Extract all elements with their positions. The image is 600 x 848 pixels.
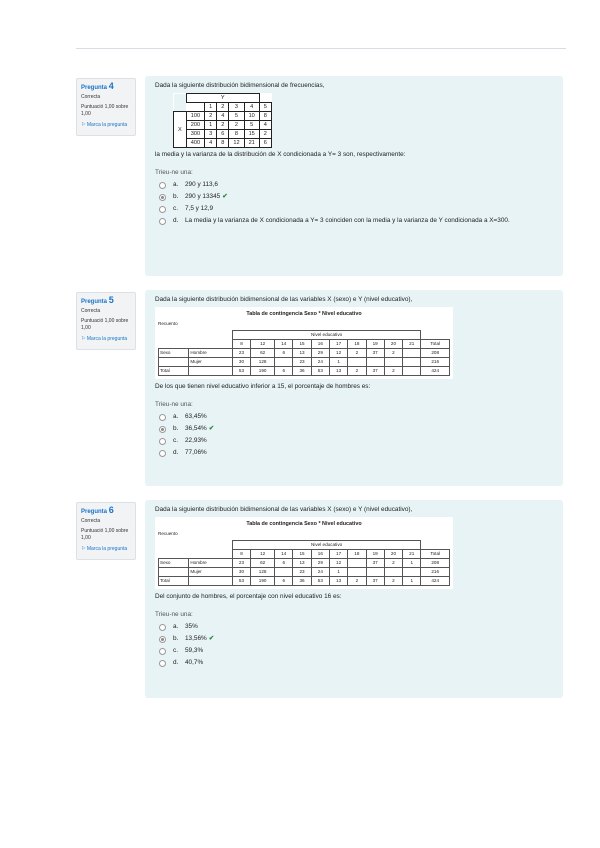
- column-header: 15: [293, 550, 311, 559]
- radio-button[interactable]: [159, 182, 166, 189]
- table-cell: 13: [293, 559, 311, 568]
- table-cell: 2: [384, 559, 402, 568]
- y-value: 1: [205, 103, 217, 112]
- answer-option[interactable]: [159, 425, 553, 433]
- column-group-label: Nivel educativo: [232, 331, 421, 340]
- answer-option[interactable]: [159, 623, 553, 631]
- question-4-info: [76, 78, 136, 136]
- table-cell: 6: [275, 577, 293, 586]
- x-value: 300: [186, 130, 204, 139]
- table-cell: 5: [244, 121, 259, 130]
- table-cell: 128: [251, 568, 275, 577]
- row-header: Sexo: [159, 559, 189, 568]
- question-score: Puntuació 1,00 sobre 1,00: [81, 318, 129, 331]
- flag-question-link[interactable]: ⚐ Marca la pregunta: [81, 546, 128, 552]
- contingency-table-image: [155, 307, 453, 379]
- row-header: Hombre: [189, 349, 233, 358]
- flag-question-link[interactable]: ⚐ Marca la pregunta: [81, 336, 128, 342]
- column-header: 12: [251, 550, 275, 559]
- table-cell: 37: [366, 367, 384, 376]
- table-cell: 8: [229, 130, 244, 139]
- table-cell: 53: [232, 577, 250, 586]
- answer-options: [155, 181, 553, 225]
- answer-label: Trieu-ne una:: [155, 401, 193, 408]
- table-cell: [403, 367, 421, 376]
- table-cell: 4: [205, 139, 217, 148]
- column-header: 16: [311, 340, 329, 349]
- column-header: 12: [251, 340, 275, 349]
- frequency-table: [173, 93, 272, 148]
- answer-option[interactable]: [159, 659, 553, 667]
- contingency-table: [158, 540, 450, 586]
- answer-label: Trieu-ne una:: [155, 169, 193, 176]
- column-header: 15: [293, 340, 311, 349]
- answer-option[interactable]: [159, 181, 553, 189]
- table-cell: 3: [205, 130, 217, 139]
- question-prompt: De los que tienen nivel educativo inferior a 15, el porcentaje de hombres es:: [155, 383, 371, 390]
- answer-label: Trieu-ne una:: [155, 611, 193, 618]
- table-cell: 1: [403, 577, 421, 586]
- column-header: 17: [329, 550, 347, 559]
- option-letter: d.: [173, 217, 179, 224]
- column-header: 20: [384, 340, 402, 349]
- option-text: 77,06%: [185, 449, 207, 456]
- column-header: 18: [348, 340, 366, 349]
- table-cell: 2: [229, 121, 244, 130]
- option-letter: b.: [173, 193, 179, 200]
- table-cell: 1: [329, 568, 347, 577]
- row-header: Sexo: [159, 349, 189, 358]
- table-cell: [403, 349, 421, 358]
- table-cell: 23: [293, 568, 311, 577]
- row-header: Total: [159, 367, 189, 376]
- row-header: Mujer: [189, 568, 233, 577]
- column-header: 8: [232, 340, 250, 349]
- table-cell: [348, 559, 366, 568]
- answer-option[interactable]: [159, 205, 553, 213]
- table-cell: 53: [232, 367, 250, 376]
- table-cell: 13: [329, 367, 347, 376]
- table-cell: 1: [403, 559, 421, 568]
- table-cell: 128: [251, 358, 275, 367]
- question-text: Dada la siguiente distribución bidimensional de las variables X (sexo) e Y (nivel educativo),: [155, 506, 413, 513]
- table-cell: 23: [232, 349, 250, 358]
- option-text: 40,7%: [185, 659, 204, 666]
- answer-options: [155, 413, 553, 457]
- table-cell: 21: [244, 139, 259, 148]
- table-cell: 12: [329, 559, 347, 568]
- question-prompt: la media y la varianza de la distribución de X condicionada a Y= 3 son, respectivamente:: [155, 151, 406, 158]
- table-cell: [384, 568, 402, 577]
- y-value: 5: [259, 103, 271, 112]
- table-cell: [348, 358, 366, 367]
- question-number: Pregunta 6: [81, 505, 114, 515]
- table-cell: 1: [205, 121, 217, 130]
- y-value: 2: [217, 103, 229, 112]
- row-header: [189, 577, 233, 586]
- table-cell: 23: [293, 358, 311, 367]
- table-cell: 8: [217, 139, 229, 148]
- top-divider: [76, 48, 566, 49]
- answer-option[interactable]: [159, 647, 553, 655]
- table-cell: 36: [293, 367, 311, 376]
- table-cell: 2: [348, 367, 366, 376]
- table-title: Tabla de contingencia Sexo * Nivel educativo: [246, 521, 362, 527]
- table-cell: 12: [329, 349, 347, 358]
- table-cell: 2: [384, 349, 402, 358]
- table-cell: 10: [244, 112, 259, 121]
- table-cell: [275, 568, 293, 577]
- question-text: Dada la siguiente distribución bidimensional de frecuencias,: [155, 82, 325, 89]
- table-cell: 12: [229, 139, 244, 148]
- option-letter: b.: [173, 635, 179, 642]
- question-prompt: Del conjunto de hombres, el porcentaje con nivel educativo 16 es:: [155, 593, 342, 600]
- option-text: 63,45%: [185, 413, 207, 420]
- flag-icon: ⚐: [81, 336, 86, 342]
- table-cell: 62: [251, 349, 275, 358]
- column-header: 18: [348, 550, 366, 559]
- table-cell: 6: [275, 349, 293, 358]
- table-cell: [366, 358, 384, 367]
- option-letter: d.: [173, 449, 179, 456]
- table-caption: Recuento: [158, 531, 178, 536]
- table-cell: 2: [205, 112, 217, 121]
- table-cell: 5: [229, 112, 244, 121]
- column-header: 14: [275, 340, 293, 349]
- question-4-content: [145, 76, 563, 276]
- option-letter: a.: [173, 413, 179, 420]
- column-header: 21: [403, 550, 421, 559]
- table-title: Tabla de contingencia Sexo * Nivel educativo: [246, 311, 362, 317]
- table-caption: Recuento: [158, 321, 178, 326]
- table-cell: 13: [293, 349, 311, 358]
- option-letter: b.: [173, 425, 179, 432]
- table-cell: 24: [311, 358, 329, 367]
- question-score: Puntuació 1,00 sobre 1,00: [81, 528, 129, 541]
- correct-check-icon: ✔: [208, 635, 215, 642]
- y-value: 4: [244, 103, 259, 112]
- radio-button[interactable]: [159, 624, 166, 631]
- question-status: Correcta: [81, 94, 101, 100]
- column-header: 21: [403, 340, 421, 349]
- contingency-table-image: [155, 517, 453, 589]
- x-value: 400: [186, 139, 204, 148]
- row-header: Hombre: [189, 559, 233, 568]
- table-cell: 62: [251, 559, 275, 568]
- flag-question-link[interactable]: ⚐ Marca la pregunta: [81, 122, 128, 128]
- correct-check-icon: ✔: [208, 425, 215, 432]
- table-cell: [275, 358, 293, 367]
- table-cell: 24: [311, 568, 329, 577]
- table-cell: 53: [311, 367, 329, 376]
- x-label: X: [174, 112, 187, 148]
- table-cell: 2: [384, 577, 402, 586]
- table-cell: 190: [251, 367, 275, 376]
- table-cell: 30: [232, 568, 250, 577]
- radio-button[interactable]: [159, 206, 166, 213]
- radio-button-checked[interactable]: [159, 426, 166, 433]
- radio-button-checked[interactable]: [159, 636, 166, 643]
- question-6-content: [145, 500, 563, 698]
- option-text: 59,3%: [185, 647, 204, 654]
- correct-check-icon: ✔: [222, 193, 228, 200]
- table-cell: 208: [421, 559, 450, 568]
- answer-option[interactable]: [159, 635, 553, 643]
- question-status: Correcta: [81, 308, 101, 314]
- question-5-info: [76, 292, 136, 350]
- y-value: 3: [229, 103, 244, 112]
- option-letter: c.: [173, 647, 178, 654]
- table-cell: 216: [421, 568, 450, 577]
- table-cell: [403, 358, 421, 367]
- column-header: 16: [311, 550, 329, 559]
- table-cell: [384, 358, 402, 367]
- table-cell: 1: [329, 358, 347, 367]
- table-cell: 36: [293, 577, 311, 586]
- column-header: 8: [232, 550, 250, 559]
- answer-option[interactable]: [159, 193, 553, 201]
- table-cell: 23: [232, 559, 250, 568]
- option-text: 22,93%: [185, 437, 207, 444]
- table-cell: 6: [217, 130, 229, 139]
- table-cell: [348, 568, 366, 577]
- table-cell: [403, 568, 421, 577]
- option-letter: d.: [173, 659, 179, 666]
- table-cell: 6: [275, 367, 293, 376]
- answer-option[interactable]: [159, 217, 553, 225]
- option-letter: a.: [173, 181, 179, 188]
- table-cell: 6: [259, 139, 271, 148]
- answer-option[interactable]: [159, 413, 553, 421]
- question-status: Correcta: [81, 518, 101, 524]
- table-cell: 2: [384, 367, 402, 376]
- column-header: Total: [421, 340, 450, 349]
- column-header: 19: [366, 550, 384, 559]
- column-header: 14: [275, 550, 293, 559]
- table-cell: 13: [329, 577, 347, 586]
- row-header: Total: [159, 577, 189, 586]
- table-cell: 2: [348, 349, 366, 358]
- option-letter: c.: [173, 437, 178, 444]
- flag-icon: ⚐: [81, 546, 86, 552]
- table-cell: 424: [421, 577, 450, 586]
- question-5-content: [145, 290, 563, 486]
- column-header: Total: [421, 550, 450, 559]
- table-cell: 37: [366, 349, 384, 358]
- column-group-label: Nivel educativo: [232, 541, 421, 550]
- table-cell: 8: [259, 112, 271, 121]
- radio-button[interactable]: [159, 414, 166, 421]
- table-cell: [366, 568, 384, 577]
- table-cell: 4: [217, 112, 229, 121]
- table-cell: 2: [217, 121, 229, 130]
- table-cell: 37: [366, 559, 384, 568]
- option-letter: c.: [173, 205, 178, 212]
- answer-options: [155, 623, 553, 667]
- contingency-table: [158, 330, 450, 376]
- table-cell: 2: [259, 130, 271, 139]
- row-header: [159, 568, 189, 577]
- question-6-info: [76, 502, 136, 560]
- table-cell: 190: [251, 577, 275, 586]
- option-text: La media y la varianza de X condicionada a Y= 3 coinciden con la media y la varianza de Y condicionada a X=300.: [185, 217, 510, 224]
- table-cell: 53: [311, 577, 329, 586]
- option-letter: a.: [173, 623, 179, 630]
- row-header: Mujer: [189, 358, 233, 367]
- answer-option[interactable]: [159, 437, 553, 445]
- option-text: 290 y 113,6: [185, 181, 218, 188]
- table-cell: 6: [275, 559, 293, 568]
- radio-button[interactable]: [159, 660, 166, 667]
- answer-option[interactable]: [159, 449, 553, 457]
- x-value: 200: [186, 121, 204, 130]
- column-header: 20: [384, 550, 402, 559]
- question-number: Pregunta 5: [81, 295, 114, 305]
- radio-button[interactable]: [159, 218, 166, 225]
- option-text: 7,5 y 12,9: [185, 205, 214, 212]
- question-number: Pregunta 4: [81, 81, 114, 91]
- table-cell: 30: [232, 358, 250, 367]
- table-cell: 29: [311, 559, 329, 568]
- table-cell: 2: [348, 577, 366, 586]
- question-text: Dada la siguiente distribución bidimensional de las variables X (sexo) e Y (nivel educativo),: [155, 296, 413, 303]
- option-text: 35%: [185, 623, 198, 630]
- option-text: 290 y 13345: [185, 193, 221, 200]
- table-cell: 424: [421, 367, 450, 376]
- radio-button-checked[interactable]: [159, 194, 166, 201]
- column-header: 17: [329, 340, 347, 349]
- table-cell: 29: [311, 349, 329, 358]
- radio-button[interactable]: [159, 450, 166, 457]
- option-text: 36,54%: [185, 425, 207, 432]
- row-header: [159, 358, 189, 367]
- option-text: 13,56%: [185, 635, 207, 642]
- radio-button[interactable]: [159, 438, 166, 445]
- y-label: Y: [186, 94, 259, 103]
- column-header: 19: [366, 340, 384, 349]
- flag-icon: ⚐: [81, 122, 86, 128]
- table-cell: 208: [421, 349, 450, 358]
- table-cell: 15: [244, 130, 259, 139]
- table-cell: 216: [421, 358, 450, 367]
- table-cell: 4: [259, 121, 271, 130]
- table-cell: 37: [366, 577, 384, 586]
- x-value: 100: [186, 112, 204, 121]
- question-score: Puntuació 1,00 sobre 1,00: [81, 104, 129, 117]
- radio-button[interactable]: [159, 648, 166, 655]
- row-header: [189, 367, 233, 376]
